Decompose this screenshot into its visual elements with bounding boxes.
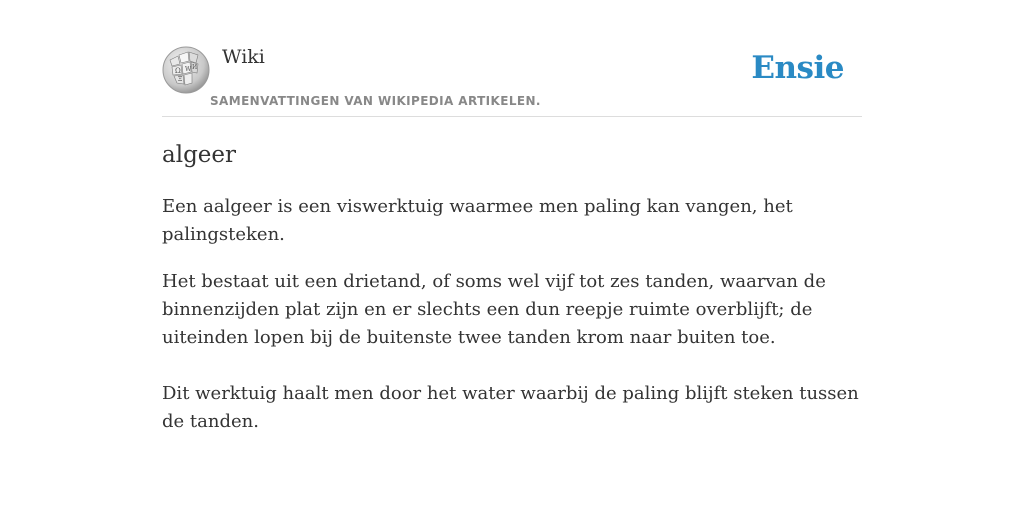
article-title: algeer	[162, 142, 237, 168]
site-tagline: SAMENVATTINGEN VAN WIKIPEDIA ARTIKELEN.	[210, 94, 541, 108]
page	[162, 0, 862, 455]
article-paragraph: Dit werktuig haalt men door het water waarbij de paling blijft steken tussen de tanden.	[162, 383, 859, 432]
article-content	[162, 117, 862, 436]
article-paragraph: Een aalgeer is een viswerktuig waarmee men paling kan vangen, het palingsteken.	[162, 196, 793, 245]
article-paragraph: Het bestaat uit een drietand, of soms wel vijf tot zes tanden, waarvan de binnenzijden plat zijn en er slechts een dun reepje ruimte overblijft; de uiteinden lopen bij de buitenste twee tanden krom naar buiten toe.	[162, 271, 826, 348]
svg-text:И: И	[192, 64, 198, 71]
svg-text:Ω: Ω	[175, 67, 181, 75]
site-name[interactable]: Wiki	[222, 46, 265, 68]
wikipedia-globe-icon[interactable]	[162, 46, 210, 94]
svg-text:Ξ: Ξ	[178, 76, 183, 83]
svg-text:W: W	[185, 66, 192, 73]
site-header	[162, 0, 862, 117]
ensie-brand-link[interactable]: Ensie	[751, 50, 844, 86]
